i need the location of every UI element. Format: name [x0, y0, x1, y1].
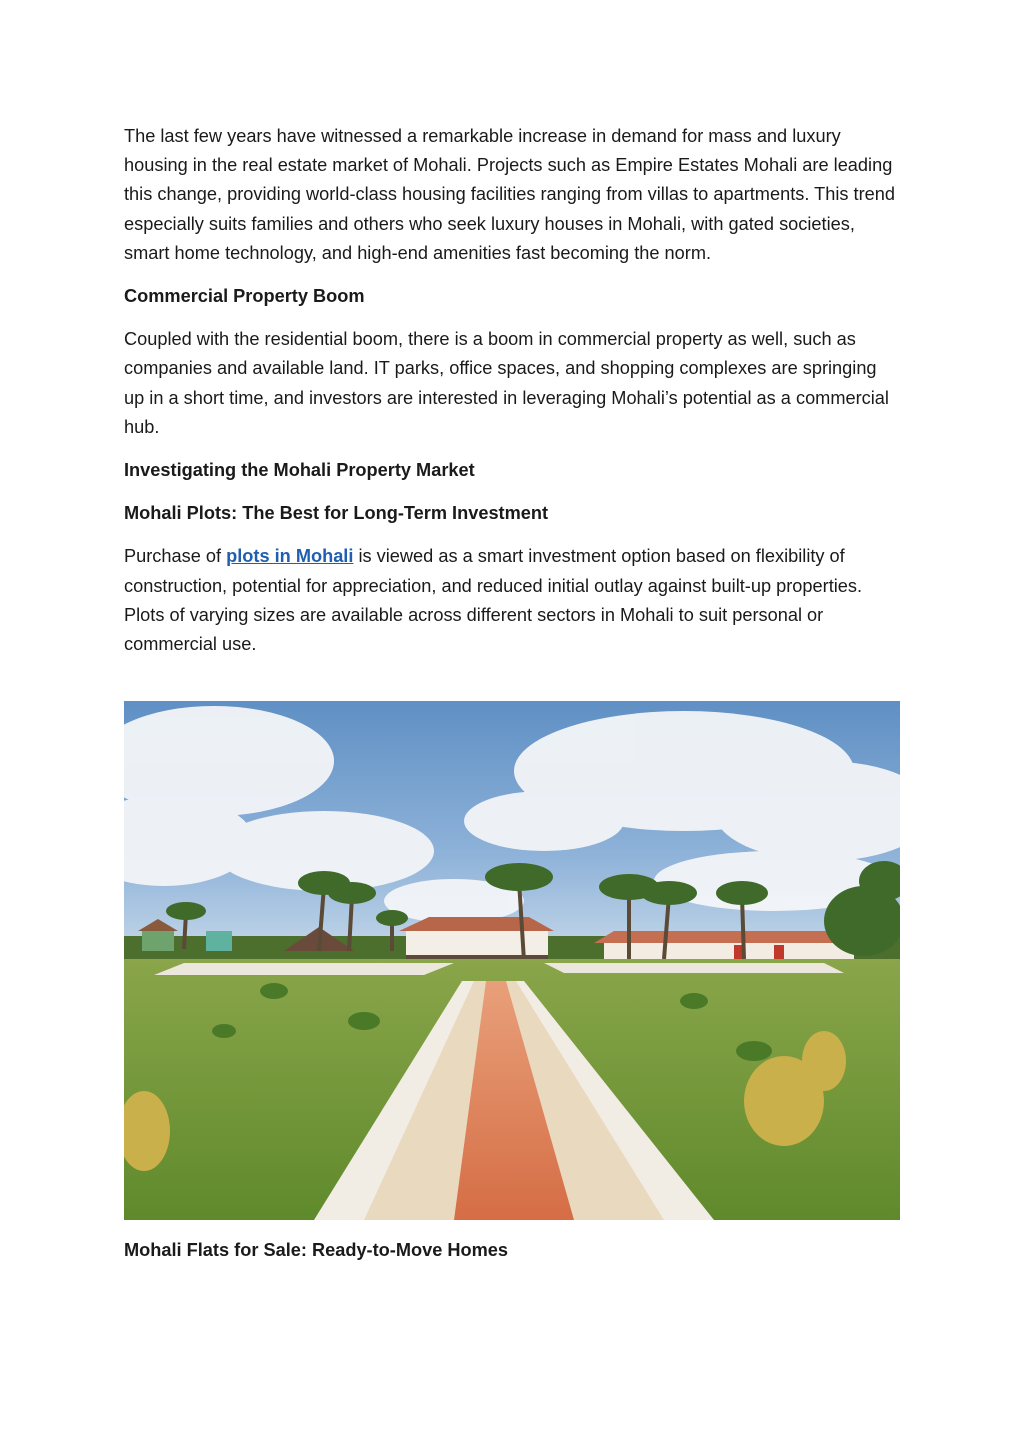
- intro-paragraph: The last few years have witnessed a remarkable increase in demand for mass and luxury housing in the real estate market of Mohali. Projects such as Empire Estates Mohali are leading this change, providing world-class housing facilities ranging from villas to apartments. This trend especially suits families and others who seek luxury houses in Mohali, with gated societies, smart home technology, and high-end amenities fast becoming the norm.: [124, 126, 895, 263]
- heading-mohali-plots: Mohali Plots: The Best for Long-Term Investment: [124, 503, 549, 524]
- plots-text-before: Purchase of: [124, 546, 227, 567]
- commercial-paragraph: Coupled with the residential boom, there is a boom in commercial property as well, such as companies and available land. IT parks, office spaces, and shopping complexes are springing up in a short time, and investors are interested in leveraging Mohali’s potential as a commercial hub.: [124, 329, 889, 437]
- plots-in-mohali-link[interactable]: plots in Mohali: [226, 546, 354, 567]
- heading-investigating-market: Investigating the Mohali Property Market: [124, 460, 475, 481]
- document-body: [124, 122, 900, 673]
- plots-photo: [124, 701, 900, 1220]
- plots-paragraph: [124, 542, 900, 659]
- heading-mohali-flats: Mohali Flats for Sale: Ready-to-Move Homes: [124, 1240, 509, 1260]
- caption-block: [124, 1236, 900, 1279]
- plots-text-after: is viewed as a smart investment option based on flexibility of construction, potential for appreciation, and reduced initial outlay against built-up properties. Plots of varying sizes are available across different sectors in Mohali to suit personal or commercial use.: [124, 546, 863, 655]
- heading-commercial-property-boom: Commercial Property Boom: [124, 286, 365, 307]
